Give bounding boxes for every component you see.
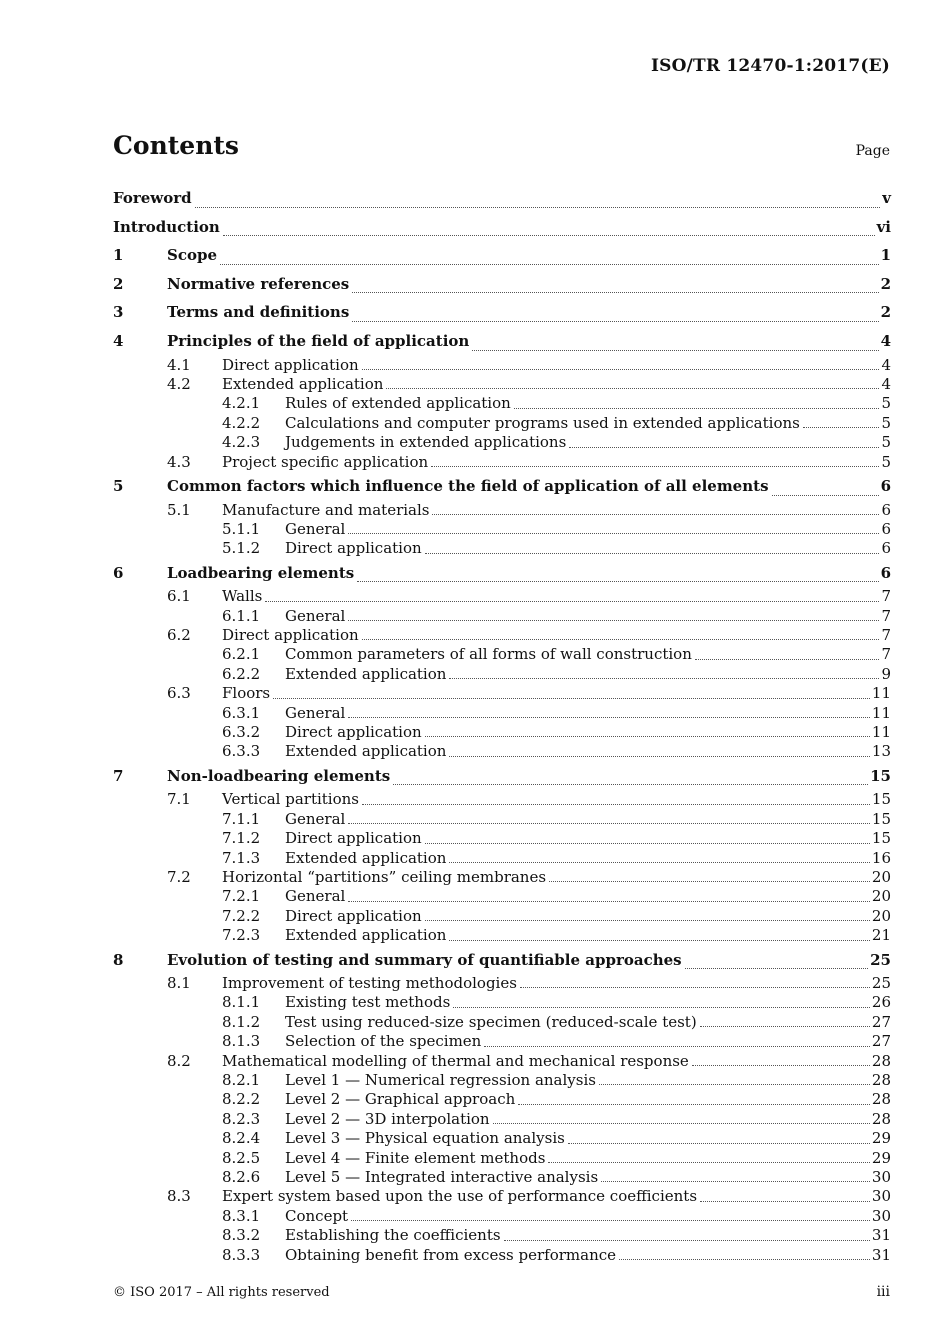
toc-entry[interactable] — [113, 790, 891, 809]
document-id: ISO/TR 12470-1:2017(E) — [650, 56, 890, 76]
toc-entry-page[interactable]: 1 — [880, 246, 891, 265]
toc-entry-number: 8.1 — [167, 974, 191, 993]
toc-entry-number: 7.1.2 — [222, 829, 261, 848]
toc-entry-number: 7.2.3 — [222, 926, 261, 945]
toc-entry-title[interactable]: Level 5 — Integrated interactive analysis — [285, 1168, 599, 1186]
dot-leader — [453, 1007, 870, 1008]
dot-leader — [692, 1065, 870, 1066]
dot-leader — [425, 843, 870, 844]
toc-entry[interactable] — [113, 453, 891, 472]
toc-entry-number: 5.1.1 — [222, 519, 261, 538]
toc-entry-number: 4 — [113, 331, 124, 350]
dot-leader — [472, 350, 878, 351]
toc-entry[interactable] — [113, 849, 891, 868]
toc-entry[interactable] — [113, 1110, 891, 1129]
toc-entry-page[interactable]: 5 — [881, 433, 891, 452]
page-title: Contents — [113, 131, 240, 160]
toc-entry-number: 8 — [113, 950, 124, 969]
toc-entry-title[interactable]: General — [285, 519, 346, 538]
toc-entry-title[interactable]: Horizontal “partitions” ceiling membranes — [222, 867, 547, 886]
toc-entry-title[interactable]: Extended application — [285, 926, 447, 945]
dot-leader — [273, 698, 870, 699]
toc-entry-title[interactable]: Level 1 — Numerical regression analysis — [285, 1071, 596, 1090]
toc-entry[interactable] — [113, 887, 891, 906]
toc-entry-title[interactable]: Improvement of testing methodologies — [222, 974, 517, 993]
toc-entry-title[interactable]: Loadbearing elements — [167, 563, 355, 582]
toc-entry-page[interactable]: 7 — [881, 606, 891, 625]
toc-entry-number: 4.2.3 — [222, 433, 261, 452]
toc-entry-title[interactable]: Judgements in extended applications — [285, 433, 567, 452]
toc-entry-page[interactable]: vi — [876, 217, 891, 236]
toc-entry-title[interactable]: Project specific application — [222, 452, 429, 471]
toc-entry-page[interactable]: 20 — [871, 887, 891, 906]
toc-entry-number: 7.2.1 — [222, 887, 261, 906]
dot-leader — [599, 1084, 870, 1085]
toc-entry-title[interactable]: Floors — [222, 684, 271, 703]
toc-entry-page[interactable]: 28 — [871, 1109, 891, 1128]
toc-entry[interactable] — [113, 270, 891, 299]
dot-leader — [518, 1104, 870, 1105]
toc-entry-number: 7.2 — [167, 867, 191, 886]
toc-entry-number: 8.2.5 — [222, 1148, 261, 1167]
toc-entry-page[interactable]: 27 — [871, 1012, 891, 1031]
dot-leader — [223, 235, 875, 236]
dot-leader — [425, 920, 870, 921]
toc-entry-title[interactable]: General — [285, 606, 346, 625]
dot-leader — [348, 533, 879, 534]
toc-entry-number: 5.1 — [167, 500, 191, 519]
toc-entry-page[interactable]: 28 — [871, 1051, 891, 1070]
toc-entry-title[interactable]: Introduction — [113, 217, 220, 236]
toc-entry-number: 4.2.2 — [222, 413, 261, 432]
toc-entry-page[interactable]: 25 — [870, 950, 891, 969]
dot-leader — [393, 784, 868, 785]
toc-entry[interactable] — [113, 520, 891, 539]
toc-entry[interactable] — [113, 946, 891, 975]
dot-leader — [568, 1143, 870, 1144]
toc-entry-number: 8.2.1 — [222, 1071, 261, 1090]
toc-entry-number: 7 — [113, 766, 124, 785]
toc-entry-page[interactable]: 29 — [871, 1148, 891, 1167]
toc-entry[interactable] — [113, 993, 891, 1012]
toc-entry-title[interactable]: Scope — [167, 246, 218, 265]
toc-entry[interactable] — [113, 723, 891, 742]
toc-entry-page[interactable]: 5 — [881, 394, 891, 413]
toc-entry-title[interactable]: Concept — [285, 1206, 349, 1225]
toc-entry-page[interactable]: 31 — [871, 1226, 891, 1245]
toc-entry[interactable] — [113, 1052, 891, 1071]
toc-entry[interactable] — [113, 926, 891, 945]
dot-leader — [449, 678, 879, 679]
toc-entry-page[interactable]: 11 — [871, 684, 891, 703]
toc-entry[interactable] — [113, 704, 891, 723]
toc-entry-number: 7.1.3 — [222, 848, 261, 867]
page-column-label: Page — [855, 143, 890, 159]
toc-entry[interactable] — [113, 1129, 891, 1148]
toc-entry-page[interactable]: 2 — [880, 303, 891, 322]
toc-entry-title[interactable]: Non-loadbearing elements — [167, 766, 391, 785]
dot-leader — [432, 514, 879, 515]
toc-entry-title[interactable]: General — [285, 887, 346, 906]
toc-entry-title[interactable]: Direct application — [285, 723, 422, 741]
toc-entry-page[interactable]: 30 — [871, 1187, 891, 1206]
toc-entry-title[interactable]: General — [285, 809, 346, 828]
toc-entry[interactable] — [113, 607, 891, 626]
toc-entry[interactable] — [113, 665, 891, 684]
toc-entry-title[interactable]: Walls — [222, 587, 263, 606]
toc-entry-title[interactable]: Terms and definitions — [167, 303, 350, 322]
toc-entry[interactable] — [113, 433, 891, 452]
toc-entry-title[interactable]: Common parameters of all forms of wall construction — [285, 645, 692, 664]
toc-entry-number: 4.2.1 — [222, 394, 261, 413]
toc-entry-page[interactable]: 7 — [881, 626, 891, 645]
dot-leader — [351, 1220, 870, 1221]
toc-entry-number: 8.3 — [167, 1187, 191, 1206]
dot-leader — [386, 388, 879, 389]
toc-entry-page[interactable]: 6 — [880, 563, 891, 582]
toc-entry-number: 6.3 — [167, 684, 191, 703]
toc-entry-title[interactable]: General — [285, 703, 346, 722]
toc-entry[interactable] — [113, 1187, 891, 1206]
toc-entry[interactable] — [113, 501, 891, 520]
toc-entry-page[interactable]: 30 — [871, 1168, 891, 1186]
toc-entry-number: 1 — [113, 246, 124, 265]
toc-entry-title[interactable]: Mathematical modelling of thermal and mechanical response — [222, 1051, 689, 1070]
dot-leader — [700, 1201, 870, 1202]
dot-leader — [352, 321, 878, 322]
toc-entry-title[interactable]: Normative references — [167, 274, 350, 293]
toc-entry-number: 8.2.6 — [222, 1168, 261, 1186]
dot-leader — [352, 292, 878, 293]
toc-entry-page[interactable]: 7 — [881, 645, 891, 664]
toc-entry[interactable] — [113, 1246, 891, 1265]
toc-entry[interactable] — [113, 1207, 891, 1226]
dot-leader — [548, 1162, 870, 1163]
toc-entry[interactable] — [113, 375, 891, 394]
toc-entry-title[interactable]: Direct application — [222, 355, 359, 374]
toc-entry-title[interactable]: Existing test methods — [285, 993, 451, 1012]
toc-entry[interactable] — [113, 742, 891, 761]
dot-leader — [348, 620, 879, 621]
toc-entry-page[interactable]: 25 — [871, 974, 891, 993]
dot-leader — [449, 940, 869, 941]
toc-entry[interactable] — [113, 974, 891, 993]
toc-entry[interactable] — [113, 626, 891, 645]
dot-leader — [425, 736, 870, 737]
toc-entry[interactable] — [113, 213, 891, 242]
dot-leader — [357, 581, 878, 582]
toc-entry-number: 8.1.1 — [222, 993, 261, 1012]
toc-entry[interactable] — [113, 1090, 891, 1109]
toc-entry-page[interactable]: 15 — [871, 809, 891, 828]
toc-entry[interactable] — [113, 1032, 891, 1051]
toc-entry-page[interactable]: 2 — [880, 274, 891, 293]
dot-leader — [695, 659, 880, 660]
toc-entry-title[interactable]: Obtaining benefit from excess performance — [285, 1245, 617, 1264]
toc-entry-number: 8.1.2 — [222, 1012, 261, 1031]
toc-entry-page[interactable]: 5 — [881, 413, 891, 432]
toc-entry-page[interactable]: 11 — [871, 703, 891, 722]
toc-entry-number: 6 — [113, 563, 124, 582]
toc-entry[interactable] — [113, 1071, 891, 1090]
toc-entry-title[interactable]: Direct application — [222, 626, 359, 645]
toc-entry-page[interactable]: 16 — [871, 848, 891, 867]
toc-entry-number: 6.1.1 — [222, 606, 261, 625]
toc-entry-title[interactable]: Direct application — [285, 906, 422, 925]
toc-entry[interactable] — [113, 394, 891, 413]
toc-entry[interactable] — [113, 1226, 891, 1245]
toc-entry-page[interactable]: 5 — [881, 452, 891, 471]
dot-leader — [425, 553, 880, 554]
toc-entry-number: 6.3.3 — [222, 742, 261, 761]
toc-entry-number: 4.2 — [167, 374, 191, 393]
toc-entry-number: 7.1 — [167, 790, 191, 809]
table-of-contents — [113, 184, 891, 1265]
toc-entry-title[interactable]: Rules of extended application — [285, 394, 511, 413]
toc-entry-title[interactable]: Principles of the field of application — [167, 331, 470, 350]
toc-entry-title[interactable]: Foreword — [113, 189, 192, 207]
toc-entry[interactable] — [113, 684, 891, 703]
toc-entry-number: 4.1 — [167, 355, 191, 374]
toc-entry-title[interactable]: Expert system based upon the use of performance coefficients — [222, 1187, 698, 1206]
toc-entry-number: 6.2.2 — [222, 664, 261, 683]
toc-entry[interactable] — [113, 241, 891, 270]
toc-entry[interactable] — [113, 298, 891, 327]
toc-entry-page[interactable]: 6 — [880, 476, 891, 495]
toc-entry-page[interactable]: 6 — [881, 500, 891, 519]
dot-leader — [348, 717, 870, 718]
dot-leader — [449, 862, 869, 863]
toc-entry-title[interactable]: Evolution of testing and summary of quantifiable approaches — [167, 950, 682, 969]
dot-leader — [493, 1123, 870, 1124]
dot-leader — [449, 756, 869, 757]
dot-leader — [362, 369, 880, 370]
toc-entry-title[interactable]: Level 4 — Finite element methods — [285, 1148, 546, 1167]
toc-entry[interactable] — [113, 868, 891, 887]
toc-entry[interactable] — [113, 1149, 891, 1168]
dot-leader — [348, 901, 870, 902]
toc-entry-number: 7.1.1 — [222, 809, 261, 828]
toc-entry[interactable] — [113, 1013, 891, 1032]
toc-entry-page[interactable]: 31 — [871, 1245, 891, 1264]
toc-entry-title[interactable]: Selection of the specimen — [285, 1032, 482, 1051]
toc-entry-page[interactable]: 9 — [881, 664, 891, 683]
toc-entry[interactable] — [113, 1168, 891, 1187]
toc-entry-number: 8.2.3 — [222, 1109, 261, 1128]
toc-entry[interactable] — [113, 762, 891, 791]
toc-entry-number: 6.3.1 — [222, 703, 261, 722]
toc-entry-page[interactable]: 15 — [871, 790, 891, 809]
dot-leader — [195, 207, 881, 208]
dot-leader — [220, 264, 879, 265]
toc-entry[interactable] — [113, 414, 891, 433]
toc-entry-title[interactable]: Level 2 — Graphical approach — [285, 1090, 516, 1109]
dot-leader — [700, 1026, 870, 1027]
toc-entry-title[interactable]: Level 2 — 3D interpolation — [285, 1109, 490, 1128]
toc-entry-title[interactable]: Extended application — [285, 664, 447, 683]
toc-entry-page[interactable]: 15 — [870, 766, 891, 785]
toc-entry-page[interactable]: 20 — [871, 867, 891, 886]
toc-entry-page[interactable]: 6 — [881, 539, 891, 558]
toc-entry-page[interactable]: 15 — [871, 829, 891, 848]
toc-entry-title[interactable]: Direct application — [285, 829, 422, 848]
dot-leader — [619, 1259, 870, 1260]
toc-entry[interactable] — [113, 184, 891, 213]
dot-leader — [504, 1240, 870, 1241]
toc-entry-number: 6.2 — [167, 626, 191, 645]
dot-leader — [514, 408, 880, 409]
toc-entry[interactable] — [113, 559, 891, 588]
toc-entry-number: 6.1 — [167, 587, 191, 606]
toc-entry-page[interactable]: 4 — [881, 355, 891, 374]
toc-entry-title[interactable]: Common factors which influence the field of application of all elements — [167, 476, 769, 495]
toc-entry[interactable] — [113, 327, 891, 356]
toc-entry[interactable] — [113, 356, 891, 375]
toc-entry-title[interactable]: Test using reduced-size specimen (reduced-scale test) — [285, 1012, 697, 1031]
toc-entry-number: 6.2.1 — [222, 645, 261, 664]
toc-entry-page[interactable]: v — [882, 189, 891, 207]
toc-entry[interactable] — [113, 829, 891, 848]
toc-entry-title[interactable]: Extended application — [285, 742, 447, 761]
dot-leader — [431, 466, 879, 467]
toc-entry-page[interactable]: 27 — [871, 1032, 891, 1051]
toc-entry-page[interactable]: 28 — [871, 1090, 891, 1109]
toc-entry-number: 8.3.1 — [222, 1206, 261, 1225]
dot-leader — [484, 1046, 870, 1047]
toc-entry-number: 8.2 — [167, 1051, 191, 1070]
toc-entry[interactable] — [113, 645, 891, 664]
toc-entry[interactable] — [113, 587, 891, 606]
toc-entry-page[interactable]: 7 — [881, 587, 891, 606]
dot-leader — [520, 987, 870, 988]
toc-entry[interactable] — [113, 810, 891, 829]
toc-entry-page[interactable]: 26 — [871, 993, 891, 1012]
dot-leader — [362, 804, 870, 805]
toc-entry-page[interactable]: 13 — [871, 742, 891, 761]
toc-entry-number: 8.2.4 — [222, 1129, 261, 1148]
toc-entry-number: 6.3.2 — [222, 723, 261, 741]
toc-entry-title[interactable]: Extended application — [285, 848, 447, 867]
toc-entry-number: 8.1.3 — [222, 1032, 261, 1051]
toc-entry-page[interactable]: 30 — [871, 1206, 891, 1225]
toc-entry-title[interactable]: Establishing the coefficients — [285, 1226, 501, 1245]
toc-entry-page[interactable]: 4 — [881, 374, 891, 393]
toc-entry-title[interactable]: Calculations and computer programs used in extended applications — [285, 413, 800, 432]
toc-entry-page[interactable]: 11 — [871, 723, 891, 741]
dot-leader — [601, 1181, 870, 1182]
toc-entry-number: 7.2.2 — [222, 906, 261, 925]
toc-entry-number: 5 — [113, 476, 124, 495]
toc-entry-page[interactable]: 21 — [871, 926, 891, 945]
toc-entry-page[interactable]: 4 — [880, 331, 891, 350]
toc-entry-page[interactable]: 20 — [871, 906, 891, 925]
toc-entry-number: 8.3.3 — [222, 1245, 261, 1264]
toc-entry-title[interactable]: Level 3 — Physical equation analysis — [285, 1129, 565, 1148]
dot-leader — [772, 495, 879, 496]
copyright-notice: © ISO 2017 – All rights reserved — [113, 1285, 330, 1300]
toc-entry[interactable] — [113, 539, 891, 558]
dot-leader — [569, 447, 879, 448]
dot-leader — [348, 823, 870, 824]
toc-entry-number: 8.3.2 — [222, 1226, 261, 1245]
toc-entry-number: 8.2.2 — [222, 1090, 261, 1109]
toc-entry-title[interactable]: Vertical partitions — [222, 790, 359, 809]
toc-entry-number: 5.1.2 — [222, 539, 261, 558]
toc-entry-number: 3 — [113, 303, 124, 322]
page-number: iii — [876, 1284, 890, 1300]
toc-entry[interactable] — [113, 907, 891, 926]
toc-entry-title[interactable]: Manufacture and materials — [222, 500, 430, 519]
toc-entry-number: 2 — [113, 274, 124, 293]
dot-leader — [265, 601, 879, 602]
toc-entry-page[interactable]: 29 — [871, 1129, 891, 1148]
dot-leader — [362, 639, 880, 640]
toc-entry-title[interactable]: Direct application — [285, 539, 422, 558]
toc-entry-page[interactable]: 6 — [881, 519, 891, 538]
dot-leader — [549, 881, 870, 882]
toc-entry-number: 4.3 — [167, 452, 191, 471]
toc-entry-page[interactable]: 28 — [871, 1071, 891, 1090]
dot-leader — [685, 968, 869, 969]
dot-leader — [803, 427, 880, 428]
toc-entry-title[interactable]: Extended application — [222, 374, 384, 393]
toc-entry[interactable] — [113, 472, 891, 501]
